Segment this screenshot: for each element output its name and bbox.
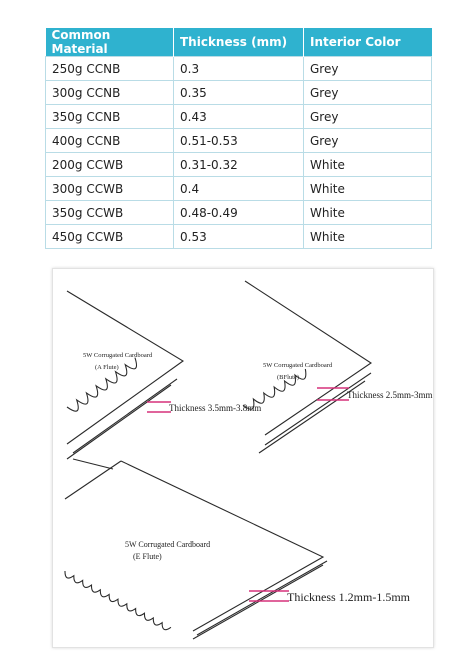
cell-thickness: 0.31-0.32 xyxy=(174,153,304,177)
cell-color: Grey xyxy=(304,105,432,129)
material-spec-table xyxy=(45,28,432,249)
cell-color: White xyxy=(304,225,432,249)
thickness-markers xyxy=(147,388,349,601)
cell-color: Grey xyxy=(304,57,432,81)
cell-material: 350g CCWB xyxy=(46,201,174,225)
table-row xyxy=(46,57,432,81)
cardboard-illustration xyxy=(53,269,433,647)
cell-material: 200g CCWB xyxy=(46,153,174,177)
cell-thickness: 0.35 xyxy=(174,81,304,105)
board-e-drawing xyxy=(63,461,327,639)
cell-thickness: 0.48-0.49 xyxy=(174,201,304,225)
cell-color: Grey xyxy=(304,81,432,105)
board-a-name: 5W Corrugated Cardboard xyxy=(83,352,153,359)
cell-thickness: 0.3 xyxy=(174,57,304,81)
board-b-name: 5W Corrugated Cardboard xyxy=(263,362,333,369)
table-row xyxy=(46,105,432,129)
cell-thickness: 0.43 xyxy=(174,105,304,129)
board-e-thickness-label: Thickness 1.2mm-1.5mm xyxy=(287,590,410,604)
cell-material: 450g CCWB xyxy=(46,225,174,249)
cardboard-thickness-figure xyxy=(52,268,434,648)
board-e-flute: (E Flute) xyxy=(133,552,162,561)
cell-color: White xyxy=(304,201,432,225)
table-row xyxy=(46,201,432,225)
table-row xyxy=(46,81,432,105)
board-a-thickness-label: Thickness 3.5mm-3.8mm xyxy=(169,403,262,413)
cell-material: 300g CCWB xyxy=(46,177,174,201)
board-b-thickness-label: Thickness 2.5mm-3mm xyxy=(347,390,433,400)
cell-thickness: 0.51-0.53 xyxy=(174,129,304,153)
cell-color: White xyxy=(304,177,432,201)
board-b-flute: (BFlute) xyxy=(277,374,300,381)
table-row xyxy=(46,225,432,249)
cell-material: 350g CCNB xyxy=(46,105,174,129)
cell-color: White xyxy=(304,153,432,177)
header-interior-color: Interior Color xyxy=(304,28,432,57)
cell-thickness: 0.4 xyxy=(174,177,304,201)
table-row xyxy=(46,177,432,201)
header-thickness: Thickness (mm) xyxy=(174,28,304,57)
cell-color: Grey xyxy=(304,129,432,153)
cell-material: 300g CCNB xyxy=(46,81,174,105)
board-a-flute: (A Flute) xyxy=(95,364,119,371)
table-header-row xyxy=(46,28,432,57)
cell-material: 250g CCNB xyxy=(46,57,174,81)
table-row xyxy=(46,129,432,153)
header-common-material: Common Material xyxy=(46,28,174,57)
board-a-drawing xyxy=(67,291,183,469)
cell-thickness: 0.53 xyxy=(174,225,304,249)
board-e-name: 5W Corrugated Cardboard xyxy=(125,540,211,549)
cell-material: 400g CCNB xyxy=(46,129,174,153)
table-row xyxy=(46,153,432,177)
